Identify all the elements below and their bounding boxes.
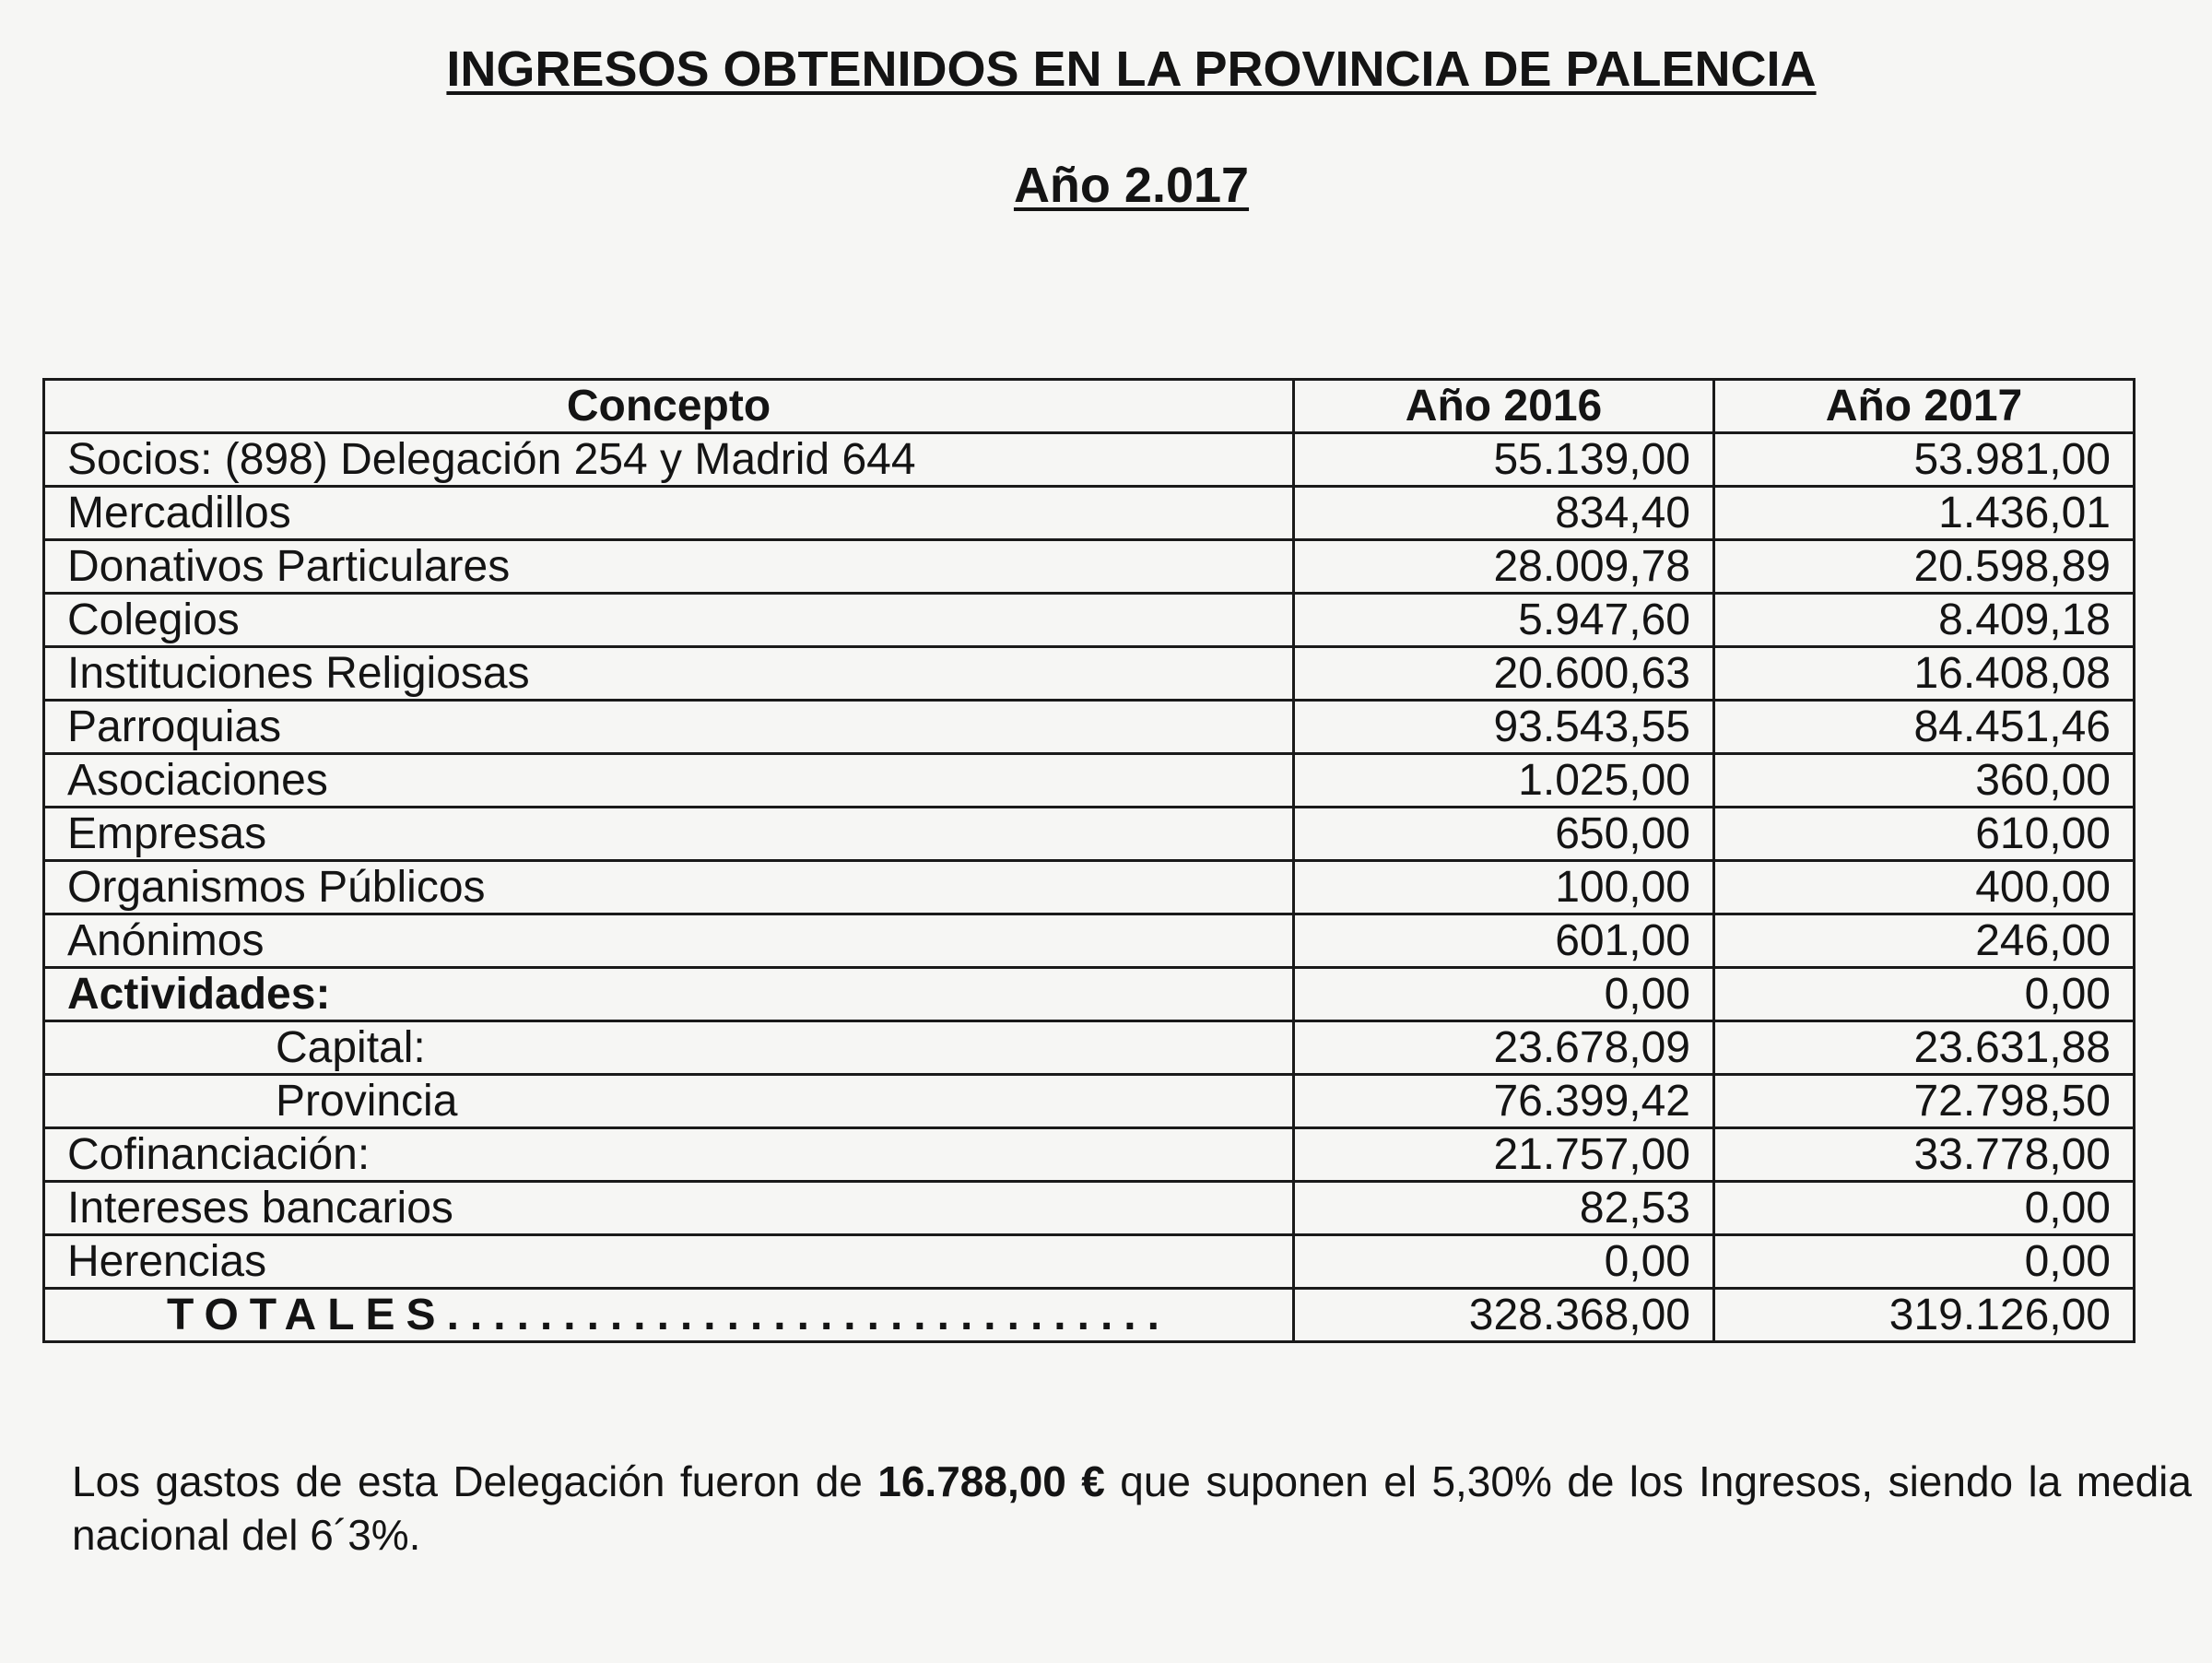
row-value-2016: 0,00	[1294, 968, 1714, 1021]
row-value-2017: 360,00	[1714, 754, 2135, 808]
table-row	[44, 914, 2135, 968]
row-concept: Asociaciones	[44, 754, 1294, 808]
table-row	[44, 1128, 2135, 1182]
row-concept: Actividades:	[44, 968, 1294, 1021]
table-row	[44, 487, 2135, 540]
table-row	[44, 1235, 2135, 1289]
row-concept: Socios: (898) Delegación 254 y Madrid 644	[44, 433, 1294, 487]
income-table	[42, 378, 2136, 1343]
row-value-2016: 650,00	[1294, 808, 1714, 861]
row-value-2016: 23.678,09	[1294, 1021, 1714, 1075]
table-row	[44, 808, 2135, 861]
row-value-2017: 16.408,08	[1714, 647, 2135, 701]
table-row	[44, 1075, 2135, 1128]
note-text-before: Los gastos de esta Delegación fueron de	[72, 1457, 878, 1505]
row-value-2017: 610,00	[1714, 808, 2135, 861]
totals-label: TOTALES...............................	[44, 1289, 1294, 1342]
row-concept: Organismos Públicos	[44, 861, 1294, 914]
table-row	[44, 647, 2135, 701]
row-concept: Anónimos	[44, 914, 1294, 968]
row-value-2017: 72.798,50	[1714, 1075, 2135, 1128]
row-value-2017: 400,00	[1714, 861, 2135, 914]
totals-row	[44, 1289, 2135, 1342]
row-value-2017: 0,00	[1714, 968, 2135, 1021]
row-concept: Empresas	[44, 808, 1294, 861]
row-concept: Donativos Particulares	[44, 540, 1294, 594]
row-value-2016: 834,40	[1294, 487, 1714, 540]
expenses-amount: 16.788,00 €	[877, 1457, 1105, 1505]
row-concept: Provincia	[44, 1075, 1294, 1128]
row-value-2016: 601,00	[1294, 914, 1714, 968]
total-value-2017: 319.126,00	[1714, 1289, 2135, 1342]
row-concept: Herencias	[44, 1235, 1294, 1289]
table-header-row	[44, 380, 2135, 433]
row-concept: Cofinanciación:	[44, 1128, 1294, 1182]
table-row	[44, 1021, 2135, 1075]
row-value-2016: 93.543,55	[1294, 701, 1714, 754]
row-value-2017: 20.598,89	[1714, 540, 2135, 594]
row-value-2017: 0,00	[1714, 1182, 2135, 1235]
row-value-2016: 76.399,42	[1294, 1075, 1714, 1128]
row-concept: Mercadillos	[44, 487, 1294, 540]
row-concept: Capital:	[44, 1021, 1294, 1075]
table-row	[44, 1182, 2135, 1235]
row-value-2017: 53.981,00	[1714, 433, 2135, 487]
row-value-2016: 5.947,60	[1294, 594, 1714, 647]
row-concept: Instituciones Religiosas	[44, 647, 1294, 701]
header-year-2017: Año 2017	[1714, 380, 2135, 433]
row-value-2016: 100,00	[1294, 861, 1714, 914]
row-value-2017: 1.436,01	[1714, 487, 2135, 540]
row-value-2017: 23.631,88	[1714, 1021, 2135, 1075]
row-value-2016: 55.139,00	[1294, 433, 1714, 487]
table-row	[44, 754, 2135, 808]
row-concept: Intereses bancarios	[44, 1182, 1294, 1235]
row-value-2016: 20.600,63	[1294, 647, 1714, 701]
row-value-2017: 246,00	[1714, 914, 2135, 968]
table-row	[44, 433, 2135, 487]
table-row	[44, 594, 2135, 647]
note-text-after: que suponen el 5,30% de los Ingresos, siendo la media nacional del 6´3%.	[72, 1457, 2192, 1559]
row-value-2017: 33.778,00	[1714, 1128, 2135, 1182]
row-concept: Colegios	[44, 594, 1294, 647]
table-row	[44, 701, 2135, 754]
expenses-note	[72, 1455, 2192, 1562]
row-value-2016: 1.025,00	[1294, 754, 1714, 808]
row-value-2016: 0,00	[1294, 1235, 1714, 1289]
row-value-2017: 84.451,46	[1714, 701, 2135, 754]
row-concept: Parroquias	[44, 701, 1294, 754]
table-row	[44, 540, 2135, 594]
row-value-2016: 28.009,78	[1294, 540, 1714, 594]
row-value-2017: 0,00	[1714, 1235, 2135, 1289]
row-value-2017: 8.409,18	[1714, 594, 2135, 647]
table-row	[44, 968, 2135, 1021]
total-value-2016: 328.368,00	[1294, 1289, 1714, 1342]
table-row	[44, 861, 2135, 914]
document-title: INGRESOS OBTENIDOS EN LA PROVINCIA DE PALENCIA	[446, 41, 1817, 97]
header-concepto: Concepto	[44, 380, 1294, 433]
document-subtitle: Año 2.017	[1013, 158, 1250, 213]
row-value-2016: 21.757,00	[1294, 1128, 1714, 1182]
row-value-2016: 82,53	[1294, 1182, 1714, 1235]
header-year-2016: Año 2016	[1294, 380, 1714, 433]
